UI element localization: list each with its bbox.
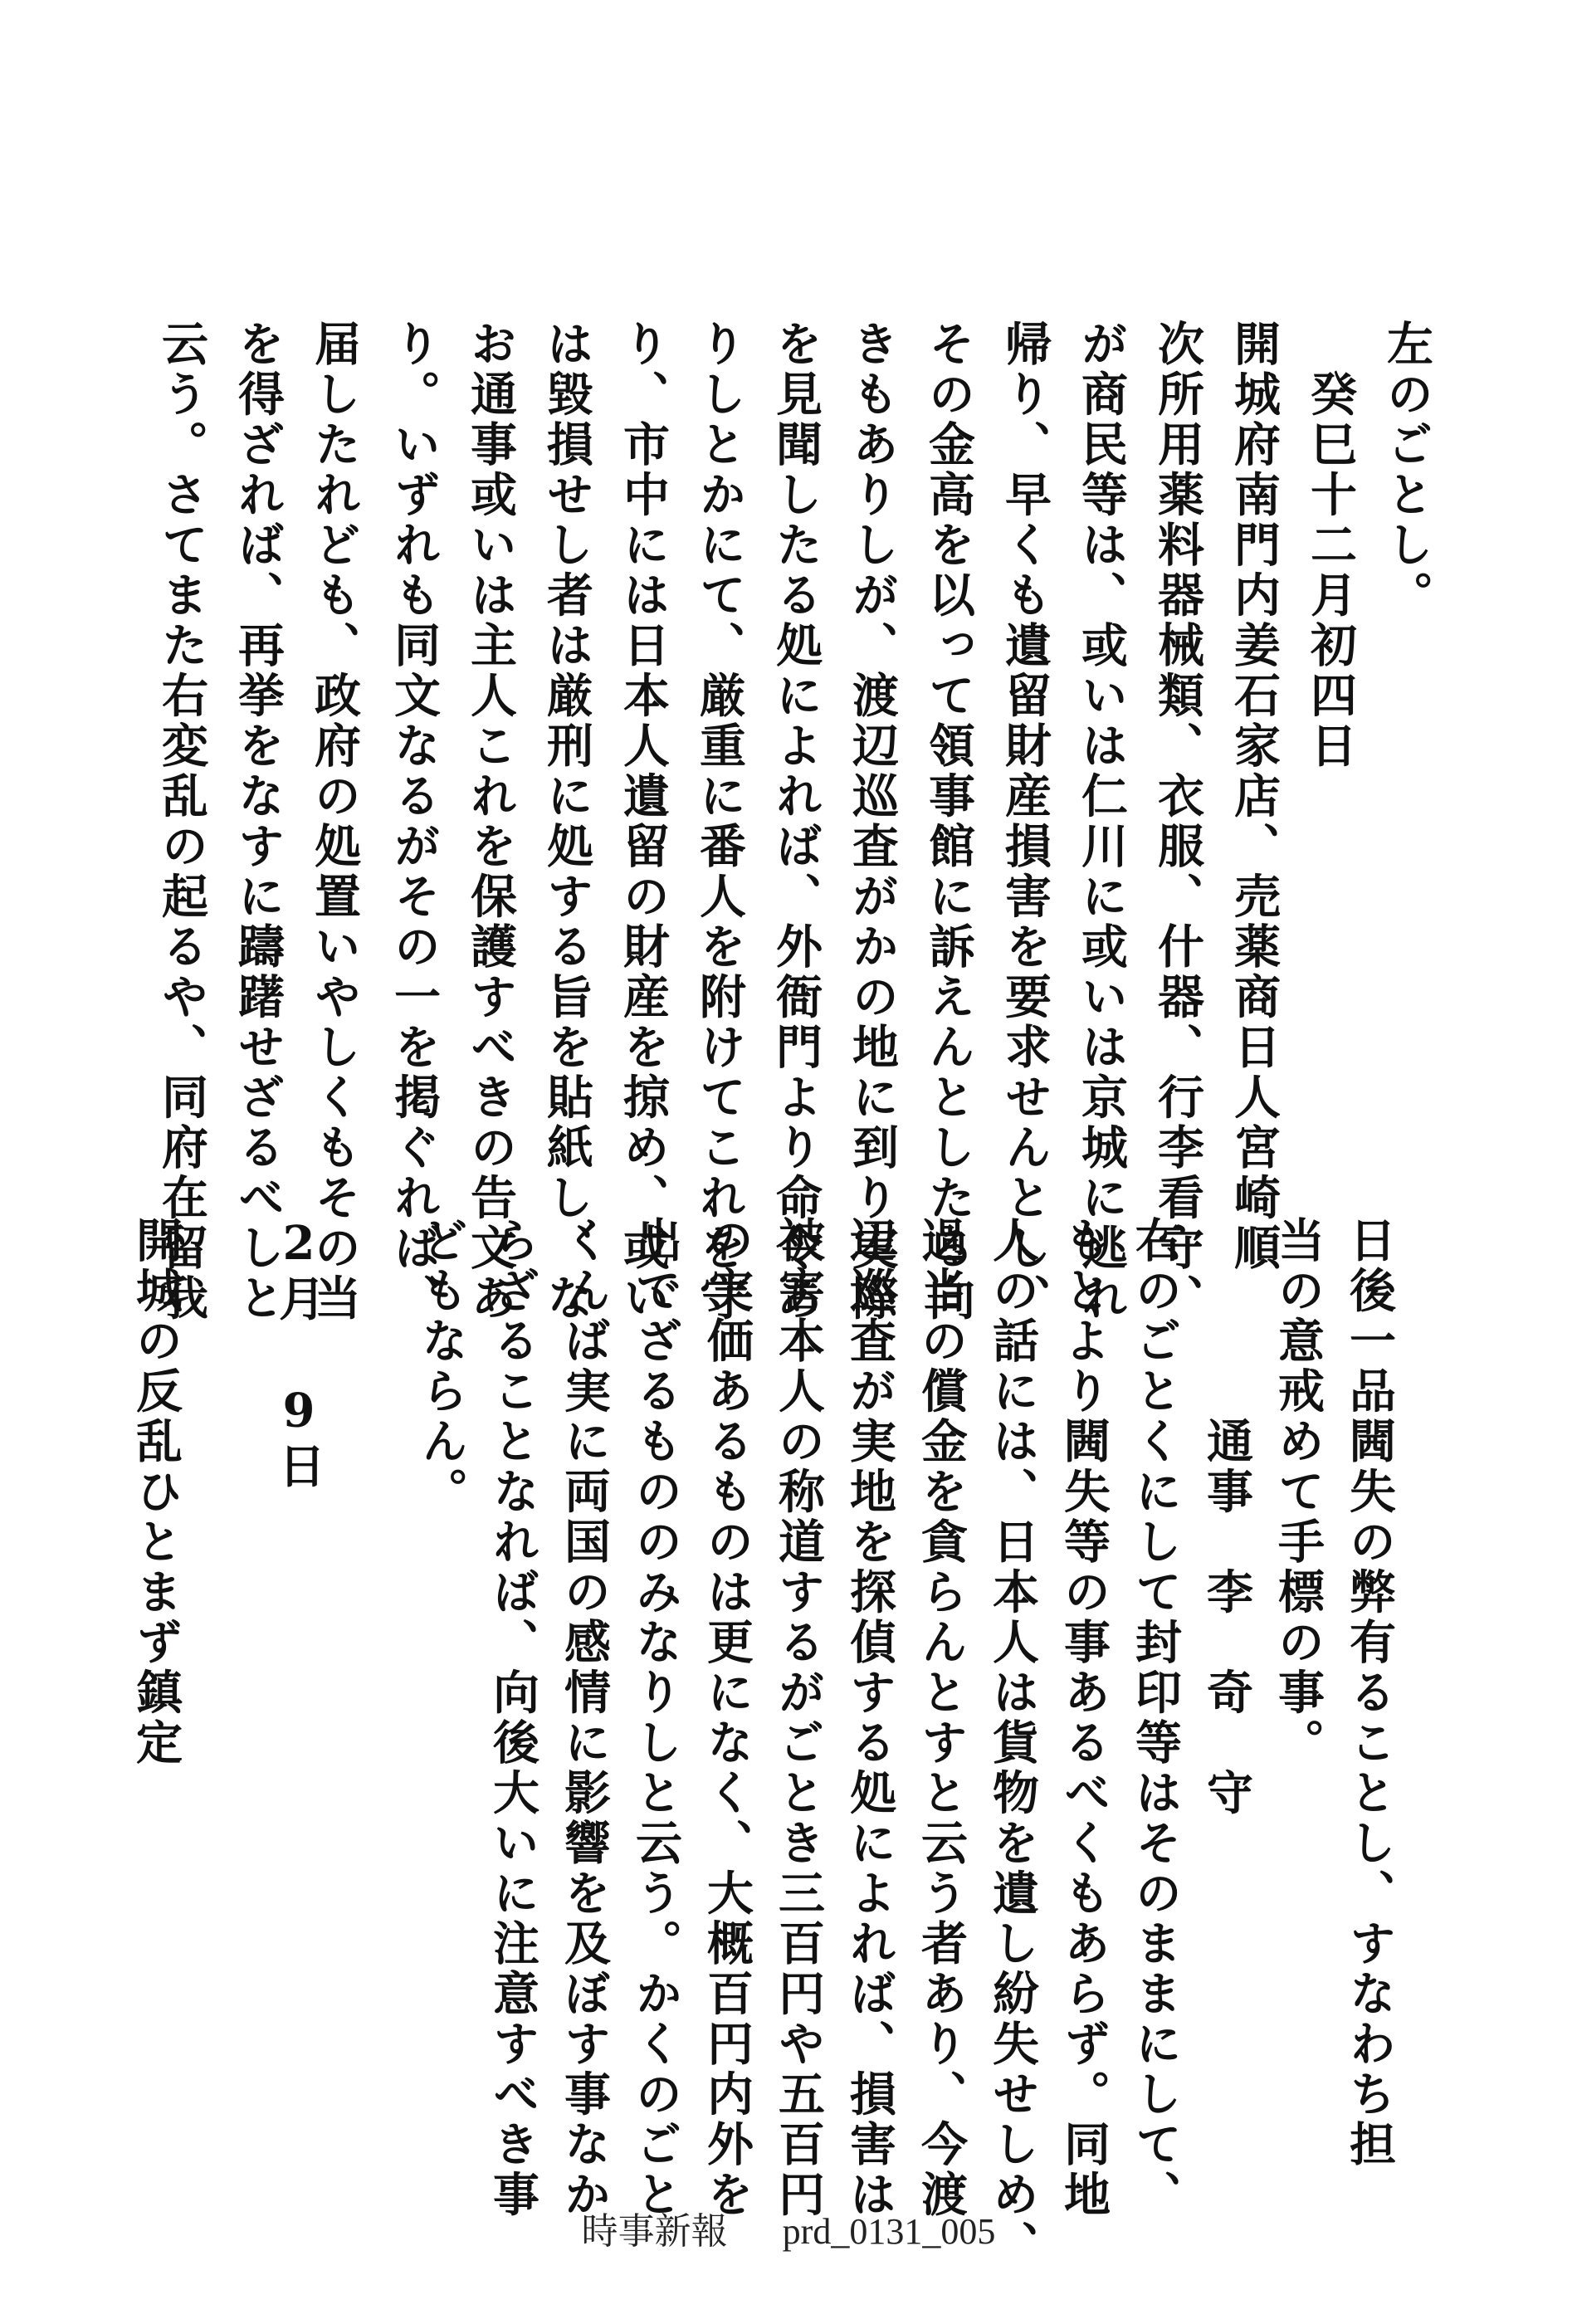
upper-text-column-7: きもありしが、渡辺巡査がかの地に到り実際 xyxy=(845,320,900,1324)
footer-source: 時事新報 xyxy=(581,2211,728,2252)
footer-id: prd_0131_005 xyxy=(782,2211,996,2252)
upper-text-column-6: その金高を以って領事館に訴えんとしたる向 xyxy=(921,320,976,1324)
upper-text-column-17: 次所用薬料器械類、衣服、什器、行李看守、 xyxy=(1150,320,1205,1324)
lower-text-column-18: 開城の反乱ひとまず鎮定 xyxy=(129,1216,183,1769)
lower-text-column-7: 過当の償金を貪らんとすと云う者あり、今渡 xyxy=(914,1216,969,2220)
lower-text-column-9: 被害本人の称道するがごとき三百円や五百円 xyxy=(771,1216,826,2220)
upper-text-column-13: り。いずれも同文なるがその一を掲ぐれば、 xyxy=(387,320,442,1324)
upper-text-column-4: が商民等は、或いは仁川に或いは京城に逃れ xyxy=(1074,320,1129,1324)
lower-text-column-1: 日後一品閪失の弊有ることし、すなわち担 xyxy=(1342,1216,1397,2170)
lower-text-column-10: の実価あるものは更になく、大概百円内外を xyxy=(700,1216,754,2220)
upper-text-column-8: を見聞したる処によれば、外衙門より命令あ xyxy=(769,320,823,1324)
lower-text-column-2: 当の意戒めて手標の事。 xyxy=(1271,1216,1326,1769)
upper-text-column-5: 帰り、早くも遺留財産損害を要求せんとし、 xyxy=(998,320,1052,1324)
lower-text-column-12: くんば実に両国の感情に影響を及ぼす事なか xyxy=(557,1216,612,2220)
page-footer xyxy=(0,2201,1577,2254)
upper-text-column-2: を得ざれば、再挙をなすに躊躇せざるべしと xyxy=(231,320,286,1324)
upper-text-column-3: 云う。さてまた右変乱の起るや、同府在留我 xyxy=(154,320,209,1324)
lower-text-column-16: 2月 9日 xyxy=(271,1216,326,1492)
upper-text-column-1: 届したれども、政府の処置いやしくもその当 xyxy=(307,320,362,1324)
upper-text-column-10: り、市中には日本人遺留の財産を掠め、或い xyxy=(616,320,671,1324)
upper-text-column-14: 左のごとし。 xyxy=(1379,320,1434,621)
lower-text-column-4: 右のごとくにして封印等はそのままにして、 xyxy=(1128,1216,1183,2220)
upper-text-column-16: 開城府南門内姜石家店、売薬商日人宮崎順 xyxy=(1227,320,1282,1274)
lower-text-column-11: 出でざるもののみなりしと云う。かくのごと xyxy=(628,1216,683,2220)
upper-text-column-11: は毀損せし者は厳刑に処する旨を貼紙し、な xyxy=(540,320,594,1324)
lower-text-column-14: どもならん。 xyxy=(414,1216,469,1517)
lower-text-column-5: もとより閪失等の事あるべくもあらず。同地 xyxy=(1057,1216,1111,2220)
upper-text-column-12: お通事或いは主人これを保護すべきの告文あ xyxy=(463,320,518,1324)
upper-text-column-15: 癸巳十二月初四日 xyxy=(1303,320,1358,772)
lower-text-column-13: らざることなれば、向後大いに注意すべき事 xyxy=(486,1216,540,2220)
lower-text-column-8: 辺巡査が実地を探偵する処によれば、損害は xyxy=(842,1216,897,2220)
lower-text-column-6: 人の話には、日本人は貨物を遺し紛失せしめ、 xyxy=(985,1216,1040,2271)
lower-text-column-3: 通事 李 奇 守 xyxy=(1199,1216,1254,1819)
upper-text-column-9: りしとかにて、厳重に番人を附けてこれを守 xyxy=(692,320,747,1324)
